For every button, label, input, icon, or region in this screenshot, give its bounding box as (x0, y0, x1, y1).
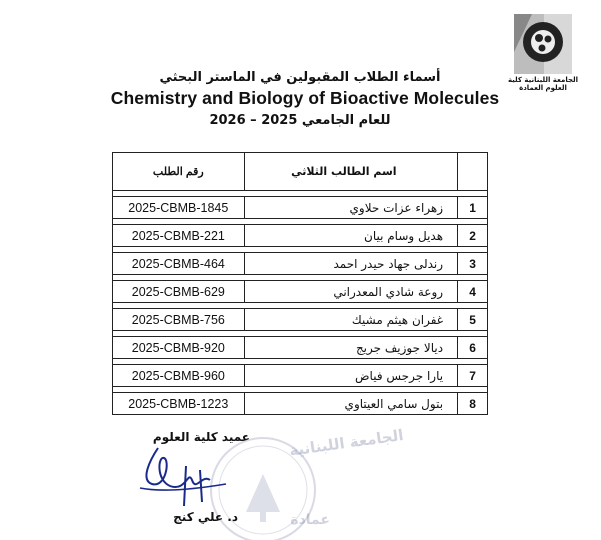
student-name-cell: روعة شادي المعدراني (244, 281, 457, 303)
stamp-text-bottom: عمادة (290, 512, 330, 528)
student-name-cell: يارا جرجس فياض (244, 365, 457, 387)
student-name-cell: زهراء عزات حلاوي (244, 197, 457, 219)
title-english: Chemistry and Biology of Bioactive Molecules (110, 88, 500, 108)
title-arabic: أسماء الطلاب المقبولين في الماستر البحثي (159, 70, 441, 85)
table-row (113, 365, 488, 387)
request-number-cell: 2025-CBMB-464 (113, 253, 245, 275)
header-request-number: رقم الطلب (113, 153, 245, 191)
row-number-cell: 3 (458, 253, 488, 275)
row-number-cell: 5 (458, 309, 488, 331)
academic-year: للعام الجامعي 2025 – 2026 (209, 113, 391, 128)
admitted-students-table (112, 152, 488, 415)
student-name-cell: رندلى جهاد حيدر احمد (244, 253, 457, 275)
student-name-cell: غفران هيثم مشيك (244, 309, 457, 331)
row-number-cell: 4 (458, 281, 488, 303)
row-number-cell: 7 (458, 365, 488, 387)
row-number-cell: 1 (458, 197, 488, 219)
request-number-cell: 2025-CBMB-756 (113, 309, 245, 331)
request-number-cell: 2025-CBMB-920 (113, 337, 245, 359)
request-number-cell: 2025-CBMB-1223 (113, 393, 245, 415)
row-number-cell: 8 (458, 393, 488, 415)
stamp-text-top: الجامعة اللبنانية (288, 425, 405, 460)
header-number (458, 153, 488, 191)
table-row (113, 253, 488, 275)
table-row (113, 197, 488, 219)
student-name-cell: هديل وسام بيان (244, 225, 457, 247)
header-student-name: اسم الطالب الثلاثي (244, 153, 457, 191)
request-number-cell: 2025-CBMB-221 (113, 225, 245, 247)
request-number-cell: 2025-CBMB-629 (113, 281, 245, 303)
row-number-cell: 6 (458, 337, 488, 359)
dean-title: عميد كلية العلوم (152, 430, 250, 444)
dean-name: د. علي كنج (173, 510, 238, 524)
logo-caption: الجامعة اللبنانية كلية العلوم العمادة (507, 76, 579, 92)
row-number-cell: 2 (458, 225, 488, 247)
table-row (113, 393, 488, 415)
student-name-cell: ديالا جوزيف جريج (244, 337, 457, 359)
request-number-cell: 2025-CBMB-1845 (113, 197, 245, 219)
table-row (113, 337, 488, 359)
request-number-cell: 2025-CBMB-960 (113, 365, 245, 387)
handwritten-signature (130, 440, 240, 515)
table-row (113, 309, 488, 331)
student-name-cell: بتول سامي العيتاوي (244, 393, 457, 415)
table-row (113, 281, 488, 303)
table-header-row (113, 153, 488, 191)
table-row (113, 225, 488, 247)
